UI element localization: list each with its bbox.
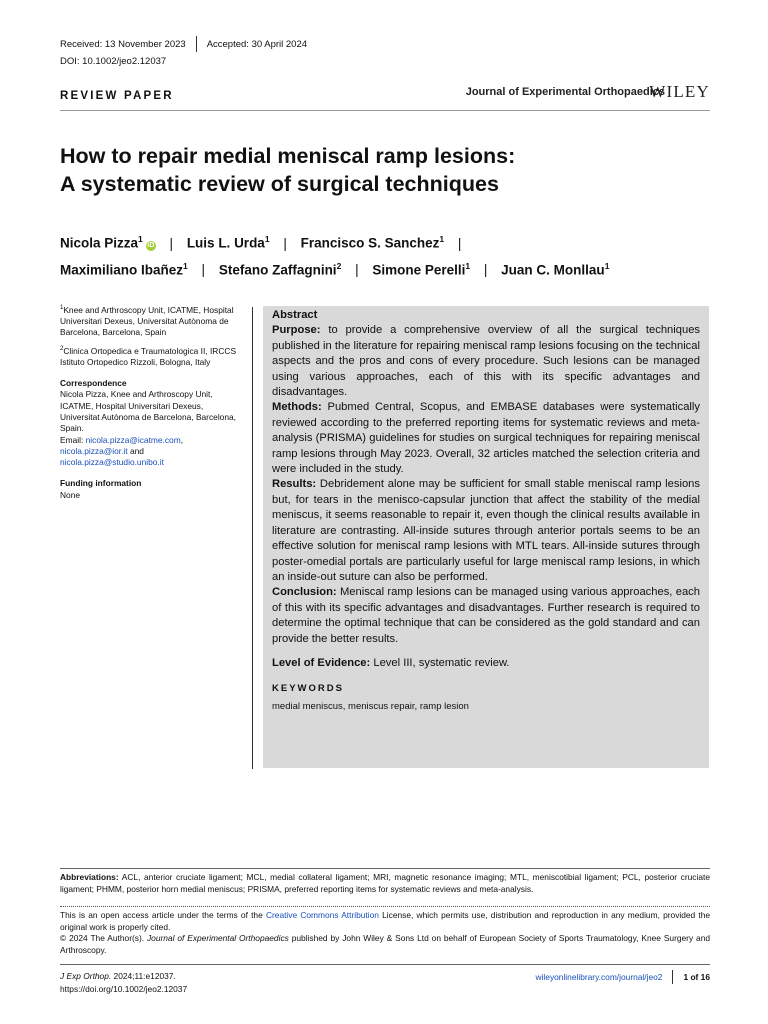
author-affiliation: 1 xyxy=(138,234,143,244)
keywords-list: medial meniscus, meniscus repair, ramp lesion xyxy=(272,700,469,712)
article-sidebar xyxy=(60,303,245,506)
author-separator: | xyxy=(283,235,287,251)
email-link[interactable]: nicola.pizza@ior.it xyxy=(60,445,128,456)
author-name[interactable]: Luis L. Urda xyxy=(186,235,265,251)
correspondence-text: Nicola Pizza, Knee and Arthroscopy Unit, ICATME, Hospital Universitari Dexeus, Universitat Autònoma de Barcelona, Barcelona, Spain. Email: nicola.pizza@icatme.com, nicola.pizza@ior.it and nicola.pizza@studio.unibo.it xyxy=(60,389,236,468)
received-date: Received: 13 November 2023 xyxy=(60,38,186,50)
author-name[interactable]: Juan C. Monllau xyxy=(501,262,605,277)
author-affiliation: 1 xyxy=(183,260,188,271)
level-of-evidence: Level of Evidence: Level III, systematic review. xyxy=(272,656,510,669)
orcid-icon[interactable]: iD xyxy=(147,241,155,249)
author-name[interactable]: Nicola Pizza xyxy=(60,235,139,251)
abstract-box xyxy=(263,306,709,768)
affiliation-1: $^1$Knee and Arthroscopy Unit, ICATME, Hospital Universitari Dexeus, Universitat Autònoma de Barcelona, Barcelona, Spain xyxy=(60,304,234,338)
author-separator: | xyxy=(483,262,488,277)
abstract-methods: Methods: Pubmed Central, Scopus, and EMBASE databases were systematically reviewed according to the preferred reporting items for systematic reviews and meta-analysis (PRISMA) guidelines for studies on surgical techniques for repairing meniscal ramp lesions through May 2023. Overall, 32 articles matched the selection criteria and were included in the study. xyxy=(272,401,700,476)
license-link[interactable]: Creative Commons Attribution xyxy=(265,910,379,920)
license-divider xyxy=(60,906,710,907)
footer-doi[interactable]: https://doi.org/10.1002/jeo2.12037 xyxy=(60,983,188,994)
email-link[interactable]: nicola.pizza@studio.unibo.it xyxy=(60,457,164,468)
email-link[interactable]: nicola.pizza@icatme.com xyxy=(85,434,181,445)
correspondence-heading: Correspondence xyxy=(60,378,127,389)
abstract-purpose: Purpose: to provide a comprehensive overview of all the surgical techniques published in the literature for repairing meniscal ramp lesions focusing on the technical aspects and the pros and cons of every procedure. Such lesions can be managed using various approaches, each of this with its specific advantages and disadvantages. xyxy=(272,324,701,399)
author-name[interactable]: Stefano Zaffagnini xyxy=(218,262,337,277)
journal-site-link[interactable]: wileyonlinelibrary.com/journal/jeo2 xyxy=(535,972,663,982)
abstract-heading: Abstract xyxy=(272,309,318,321)
author-line-1 xyxy=(60,228,710,255)
date-separator xyxy=(196,36,197,52)
funding-text: None xyxy=(60,489,81,500)
page-number: 1 of 16 xyxy=(683,972,710,982)
author-separator: | xyxy=(201,262,206,277)
license-notice xyxy=(60,910,710,956)
author-name[interactable]: Maximiliano Ibañez xyxy=(60,262,184,277)
article-title xyxy=(60,142,710,198)
author-list xyxy=(60,228,710,281)
copyright-text: © 2024 The Author(s). Journal of Experimental Orthopaedics published by John Wiley & Sons Ltd on behalf of European Society of Sports Traumatology, Knee Surgery and Arthroscopy. xyxy=(60,933,711,955)
publisher-logo: WILEY xyxy=(649,82,710,101)
footer-right xyxy=(536,970,710,984)
header-divider xyxy=(60,110,710,111)
footer-separator xyxy=(672,970,673,984)
footer-citation: J Exp Orthop. 2024;11:e12037. https://doi.org/10.1002/jeo2.12037 xyxy=(60,971,188,994)
doi-text: DOI: 10.1002/jeo2.12037 xyxy=(60,56,167,67)
author-affiliation: 1 xyxy=(465,260,471,271)
abstract-results: Results: Debridement alone may be sufficient for small stable meniscal ramp lesions but, for tears in the menisco-capsular junction that affect the stability of the medial meniscus, it seems reasonable to repair it, even though the clinical results available in literature are contrasting. All-inside sutures through anterior portals seems to be an effective solution for meniscal ramp lesions with MTL tears. All-inside sutures through poster-omedial portals are particularly useful for large meniscal ramp lesions, in which an inside-out suture can also be performed. xyxy=(272,478,701,583)
abbreviations: Abbreviations: ACL, anterior cruciate ligament; MCL, medial collateral ligament; MRI, magnetic resonance imaging; MTL, meniscotibial ligament; PCL, posterior cruciate ligament; PHMM, posterior horn medial meniscus; PRISMA, preferred reporting items for systematic reviews and meta-analysis. xyxy=(60,872,711,894)
author-separator: | xyxy=(457,235,462,251)
license-text: This is an open access article under the terms of the Creative Commons Attribution License, which permits use, distribution and reproduction in any medium, provided the original work is properly cited. xyxy=(60,910,711,932)
keywords-heading: KEYWORDS xyxy=(272,683,344,695)
section-label: REVIEW PAPER xyxy=(60,90,174,102)
author-name[interactable]: Francisco S. Sanchez xyxy=(300,235,440,251)
abstract-conclusion: Conclusion: Meniscal ramp lesions can be managed using various approaches, each of this with its specific advantages and disadvantages. Further research is required to determine the optimal technique that can be considered as the gold standard and can provide the better results. xyxy=(272,586,700,645)
title-line-2: A systematic review of surgical techniques xyxy=(60,172,499,196)
affiliation-2: $^2$Clinica Ortopedica e Traumatologica II, IRCCS Istituto Ortopedico Rizzoli, Bologna, Italy xyxy=(60,345,237,367)
title-line-1: How to repair medial meniscal ramp lesions: xyxy=(60,144,516,168)
author-affiliation: 1 xyxy=(264,234,270,244)
journal-name: Journal of Experimental Orthopaedics xyxy=(465,86,665,98)
sidebar-divider xyxy=(252,307,253,769)
author-affiliation: 1 xyxy=(439,234,445,244)
author-affiliation: 1 xyxy=(604,260,610,271)
accepted-date: Accepted: 30 April 2024 xyxy=(206,38,308,50)
footer-divider xyxy=(60,964,710,965)
author-separator: | xyxy=(169,235,174,251)
author-affiliation: 2 xyxy=(336,260,342,271)
author-separator: | xyxy=(355,262,359,277)
author-name[interactable]: Simone Perelli xyxy=(372,262,466,277)
funding-heading: Funding information xyxy=(60,478,142,489)
abbreviations-divider xyxy=(60,868,710,869)
author-line-2 xyxy=(60,255,710,282)
article-dates xyxy=(60,36,307,52)
